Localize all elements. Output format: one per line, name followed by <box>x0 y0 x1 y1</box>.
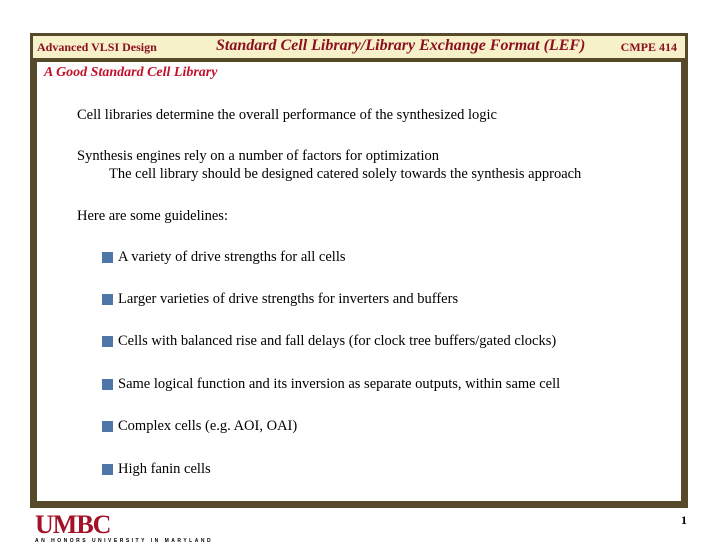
body-line-2: Synthesis engines rely on a number of factors for optimization <box>77 148 440 164</box>
list-item-text: Cells with balanced rise and fall delays (for clock tree buffers/gated clocks) <box>118 333 557 349</box>
list-item-text: A variety of drive strengths for all cells <box>118 249 346 265</box>
list-item <box>102 291 458 308</box>
course-name: Advanced VLSI Design <box>37 40 157 54</box>
body-subline: The cell library should be designed catered solely towards the synthesis approach <box>109 166 582 182</box>
square-bullet-icon <box>102 336 113 347</box>
square-bullet-icon <box>102 294 113 305</box>
list-item <box>102 376 560 393</box>
slide-frame <box>30 33 688 508</box>
slide-header-title: Standard Cell Library/Library Exchange Format (LEF) <box>216 37 586 54</box>
course-code: CMPE 414 <box>620 40 677 54</box>
umbc-logo <box>35 510 214 546</box>
logo-tagline: AN HONORS UNIVERSITY IN MARYLAND <box>35 538 214 544</box>
list-item <box>102 418 297 435</box>
square-bullet-icon <box>102 421 113 432</box>
page-number: 1 <box>681 513 687 527</box>
section-title: A Good Standard Cell Library <box>44 65 218 80</box>
logo-wordmark: UMBC <box>35 510 111 539</box>
list-item <box>102 333 556 350</box>
list-item-text: Complex cells (e.g. AOI, OAI) <box>118 418 298 434</box>
list-item-text: Same logical function and its inversion as separate outputs, within same cell <box>118 376 561 392</box>
list-item <box>102 461 211 478</box>
list-item-text: Larger varieties of drive strengths for inverters and buffers <box>118 291 459 307</box>
square-bullet-icon <box>102 464 113 475</box>
slide-header <box>33 36 685 60</box>
slide-content <box>36 61 682 502</box>
body-line-3: Here are some guidelines: <box>77 208 228 224</box>
list-item <box>102 249 346 266</box>
square-bullet-icon <box>102 379 113 390</box>
body-line-1: Cell libraries determine the overall performance of the synthesized logic <box>77 107 497 123</box>
square-bullet-icon <box>102 252 113 263</box>
list-item-text: High fanin cells <box>118 461 211 477</box>
